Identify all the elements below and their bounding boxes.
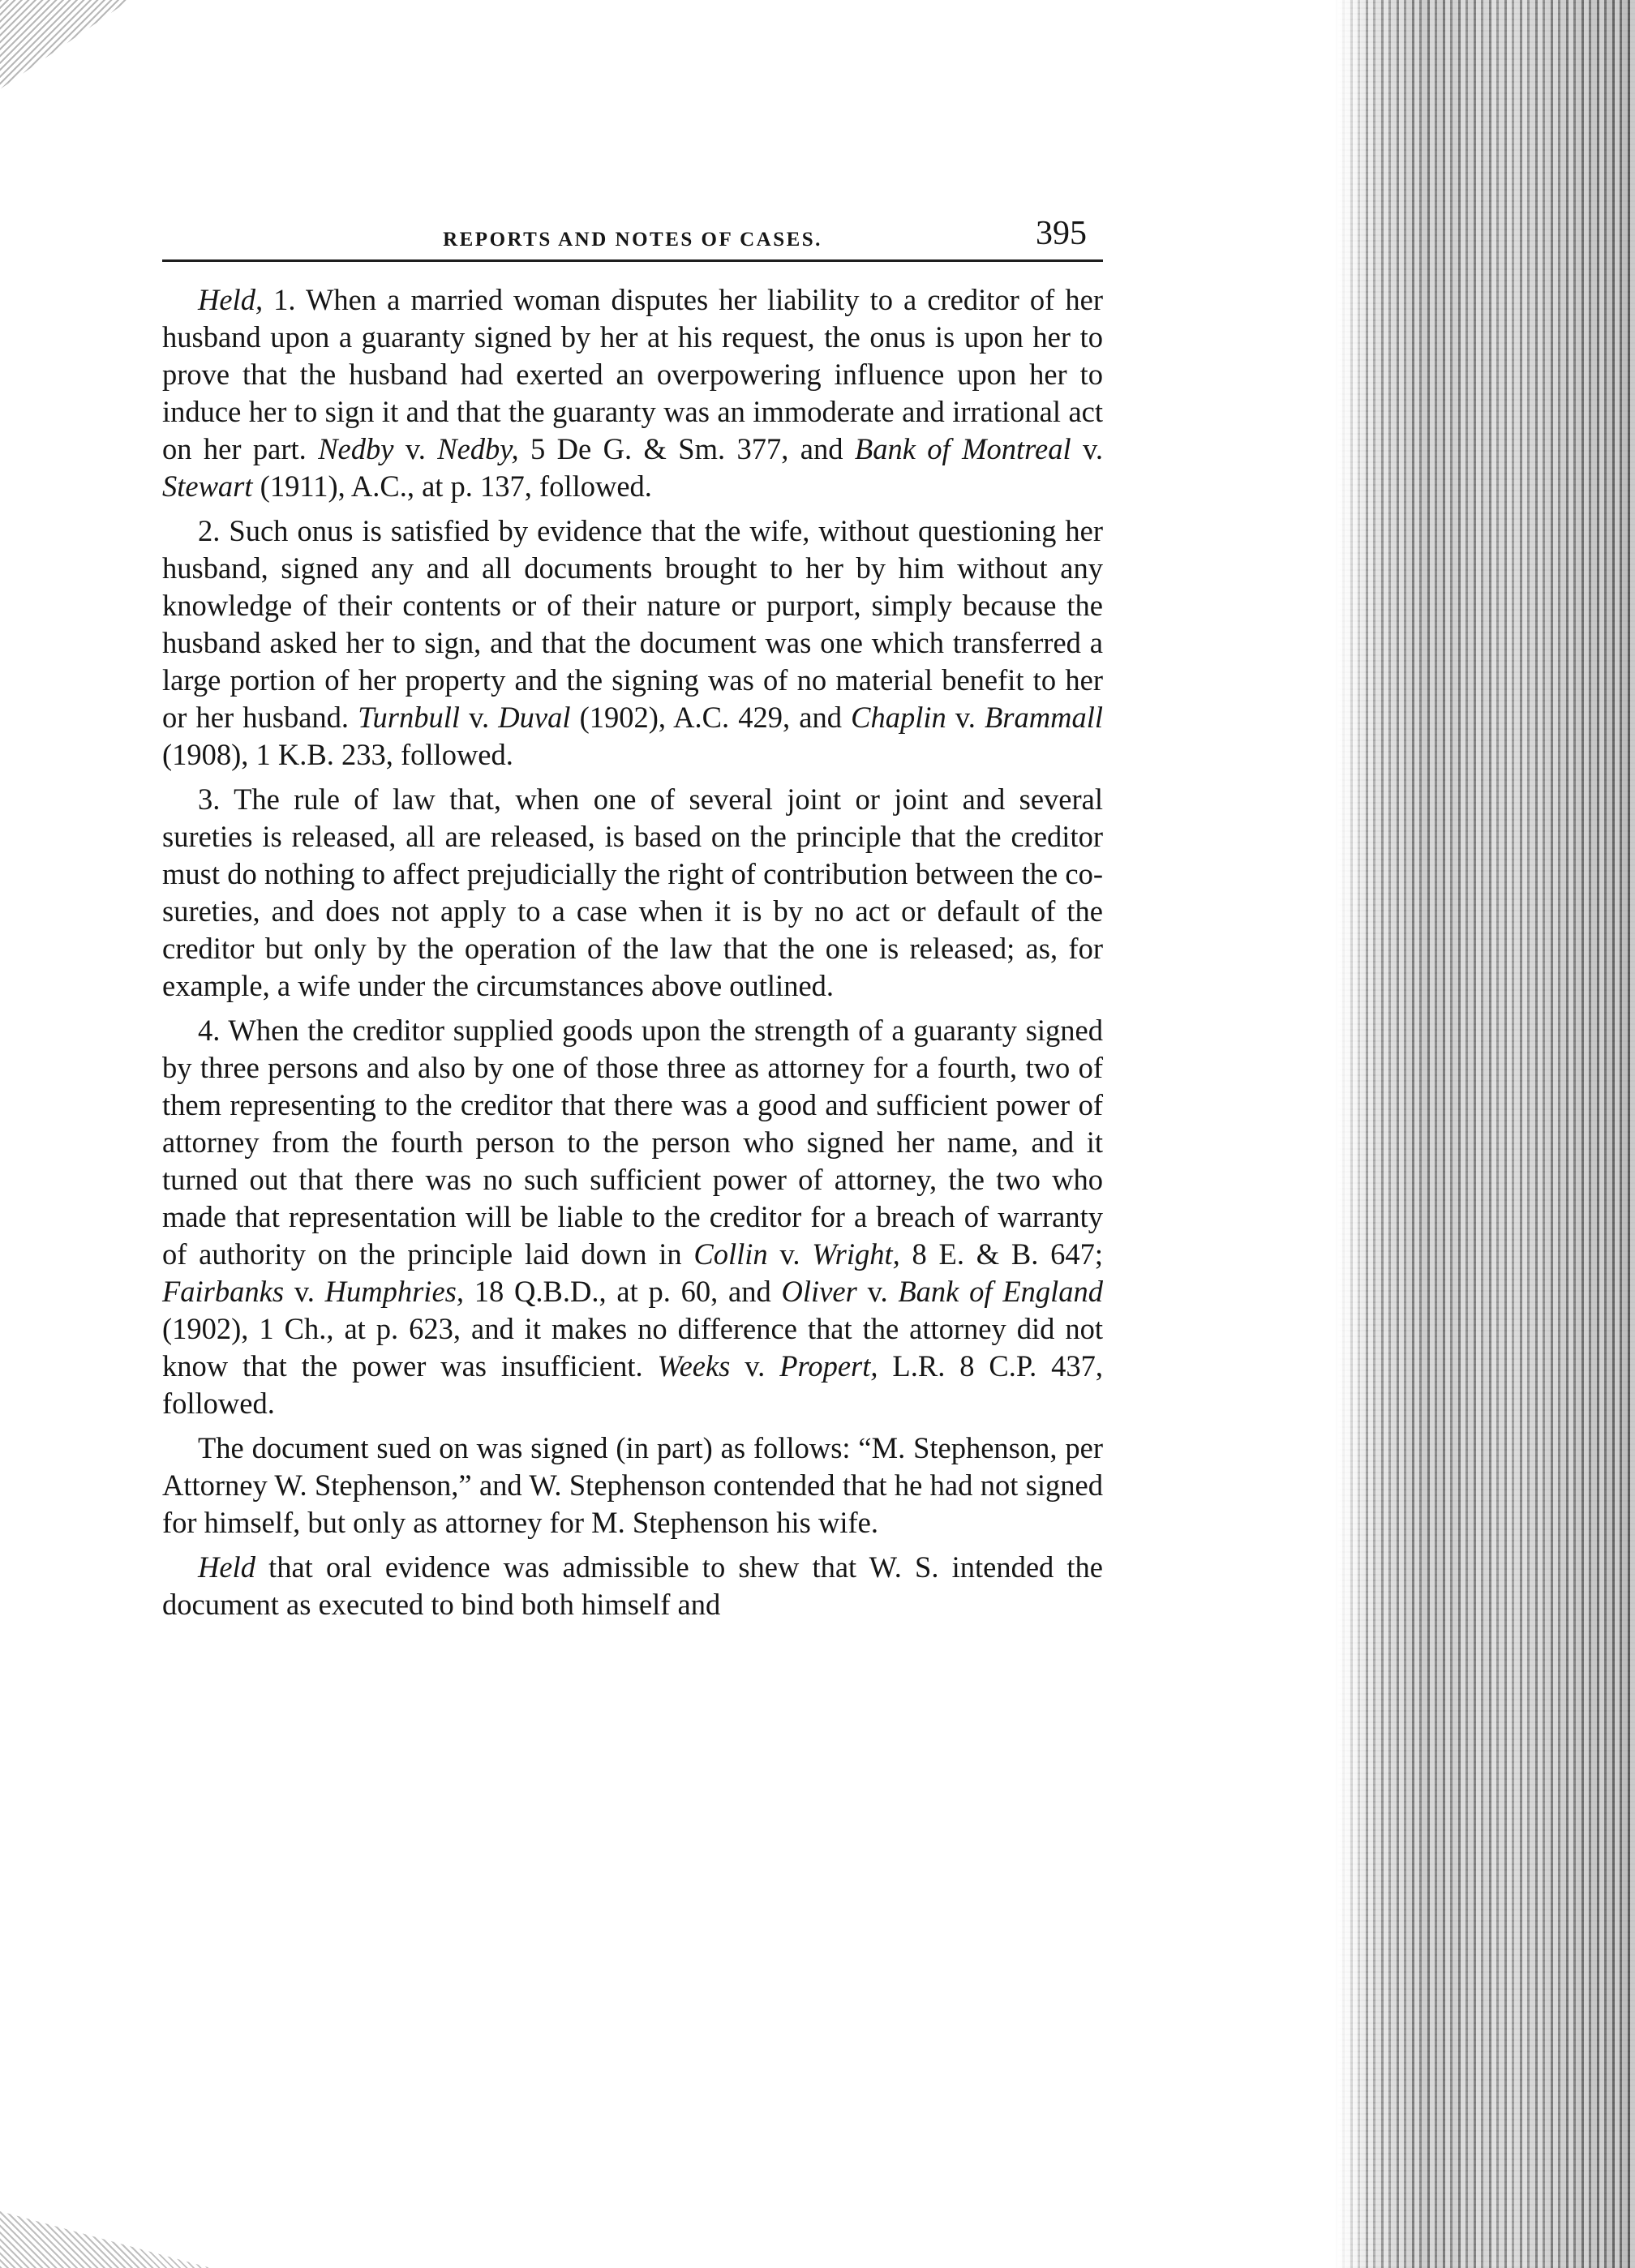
case-name-italic: Nedby	[318, 432, 394, 465]
case-name-italic: Weeks	[657, 1349, 731, 1383]
text-run: (1902), 1 Ch., at p. 623, and it makes no difference that the attorney did not know that the power was insufficient.	[162, 1312, 1103, 1383]
scan-corner-shadow	[0, 0, 130, 89]
text-run: v.	[393, 432, 438, 465]
case-name-italic: Brammall	[985, 701, 1104, 734]
text-run: v.	[1071, 432, 1103, 465]
text-run: 4. When the creditor supplied goods upon the strength of a guaranty signed by three persons and also by one of those three as attorney for a fourth, two of them representing to the creditor that there was a good and sufficient power of attorney from the fourth person to the person who signed her name, and it turned out that there was no such sufficient power of attorney, the two who made that representation will be liable to the creditor for a breach of warranty of authority on the principle laid down in	[162, 1014, 1103, 1271]
text-run: v.	[730, 1349, 780, 1383]
case-name-italic: Stewart	[162, 469, 253, 503]
text-run: The document sued on was signed (in part) as follows: “M. Stephenson, per Attorney W. Stephenson,” and W. Stephenson contended that he had not signed for himself, but only as attorney for M. Stephenson his wife.	[162, 1431, 1103, 1539]
case-name-italic: Humphries,	[324, 1275, 464, 1308]
case-name-italic: Wright,	[812, 1237, 900, 1271]
case-name-italic: Bank of Montreal	[854, 432, 1071, 465]
scanned-page-edge	[1335, 0, 1635, 2268]
case-name-italic: Oliver	[781, 1275, 857, 1308]
text-run: 5 De G. & Sm. 377, and	[518, 432, 855, 465]
case-name-italic: Held,	[198, 283, 264, 316]
paragraph	[162, 1430, 1103, 1541]
text-run: v.	[946, 701, 985, 734]
text-run: 1. When a married woman disputes her liability to a creditor of her husband upon a guaranty signed by her at his request, the onus is upon her to prove that the husband had exerted an overpowering influence upon her to induce her to sign it and that the guaranty was an immoderate and irrational act on her part.	[162, 283, 1103, 465]
page-number: 395	[1036, 215, 1087, 252]
text-run: 2. Such onus is satisfied by evidence that the wife, without questioning her husband, signed any and all documents brought to her by him without any knowledge of their contents or of their nature or purport, simply because the husband asked her to sign, and that the document was one which transferred a large portion of her property and the signing was of no material benefit to her or her husband.	[162, 514, 1103, 734]
book-page	[162, 211, 1103, 1631]
text-run: 18 Q.B.D., at p. 60, and	[463, 1275, 782, 1308]
case-name-italic: Duval	[498, 701, 571, 734]
text-run: that oral evidence was admissible to shew that W. S. intended the document as executed to bind both himself and	[162, 1550, 1103, 1621]
case-name-italic: Bank of England	[898, 1275, 1104, 1308]
text-run: v.	[767, 1237, 813, 1271]
case-name-italic: Collin	[693, 1237, 768, 1271]
paragraph	[162, 1012, 1103, 1422]
text-run: L.R. 8 C.P. 437, followed.	[162, 1349, 1103, 1420]
paragraph	[162, 781, 1103, 1005]
case-name-italic: Propert,	[779, 1349, 878, 1383]
text-run: v.	[284, 1275, 325, 1308]
text-run: (1902), A.C. 429, and	[570, 701, 852, 734]
text-run: 8 E. & B. 647;	[899, 1237, 1103, 1271]
case-name-italic: Held	[198, 1550, 255, 1584]
text-run: 3. The rule of law that, when one of several joint or joint and several sureties is released, all are released, is based on the principle that the creditor must do nothing to affect prejudicially the right of contribution between the co-sureties, and does not apply to a case when it is by no act or default of the creditor but only by the operation of the law that the one is released; as, for example, a wife under the circumstances above outlined.	[162, 782, 1103, 1002]
paragraph	[162, 281, 1103, 505]
text-run: v.	[856, 1275, 899, 1308]
body-text	[162, 281, 1103, 1623]
paragraph	[162, 1549, 1103, 1623]
text-run: v.	[459, 701, 499, 734]
paragraph	[162, 512, 1103, 774]
scan-corner-shadow	[0, 2211, 211, 2268]
case-name-italic: Chaplin	[851, 701, 946, 734]
case-name-italic: Nedby,	[437, 432, 519, 465]
running-title: REPORTS AND NOTES OF CASES.	[443, 229, 822, 251]
case-name-italic: Turnbull	[358, 701, 460, 734]
text-run: (1911), A.C., at p. 137, followed.	[252, 469, 652, 503]
case-name-italic: Fairbanks	[162, 1275, 285, 1308]
text-run: (1908), 1 K.B. 233, followed.	[162, 738, 513, 771]
running-head	[162, 211, 1103, 262]
